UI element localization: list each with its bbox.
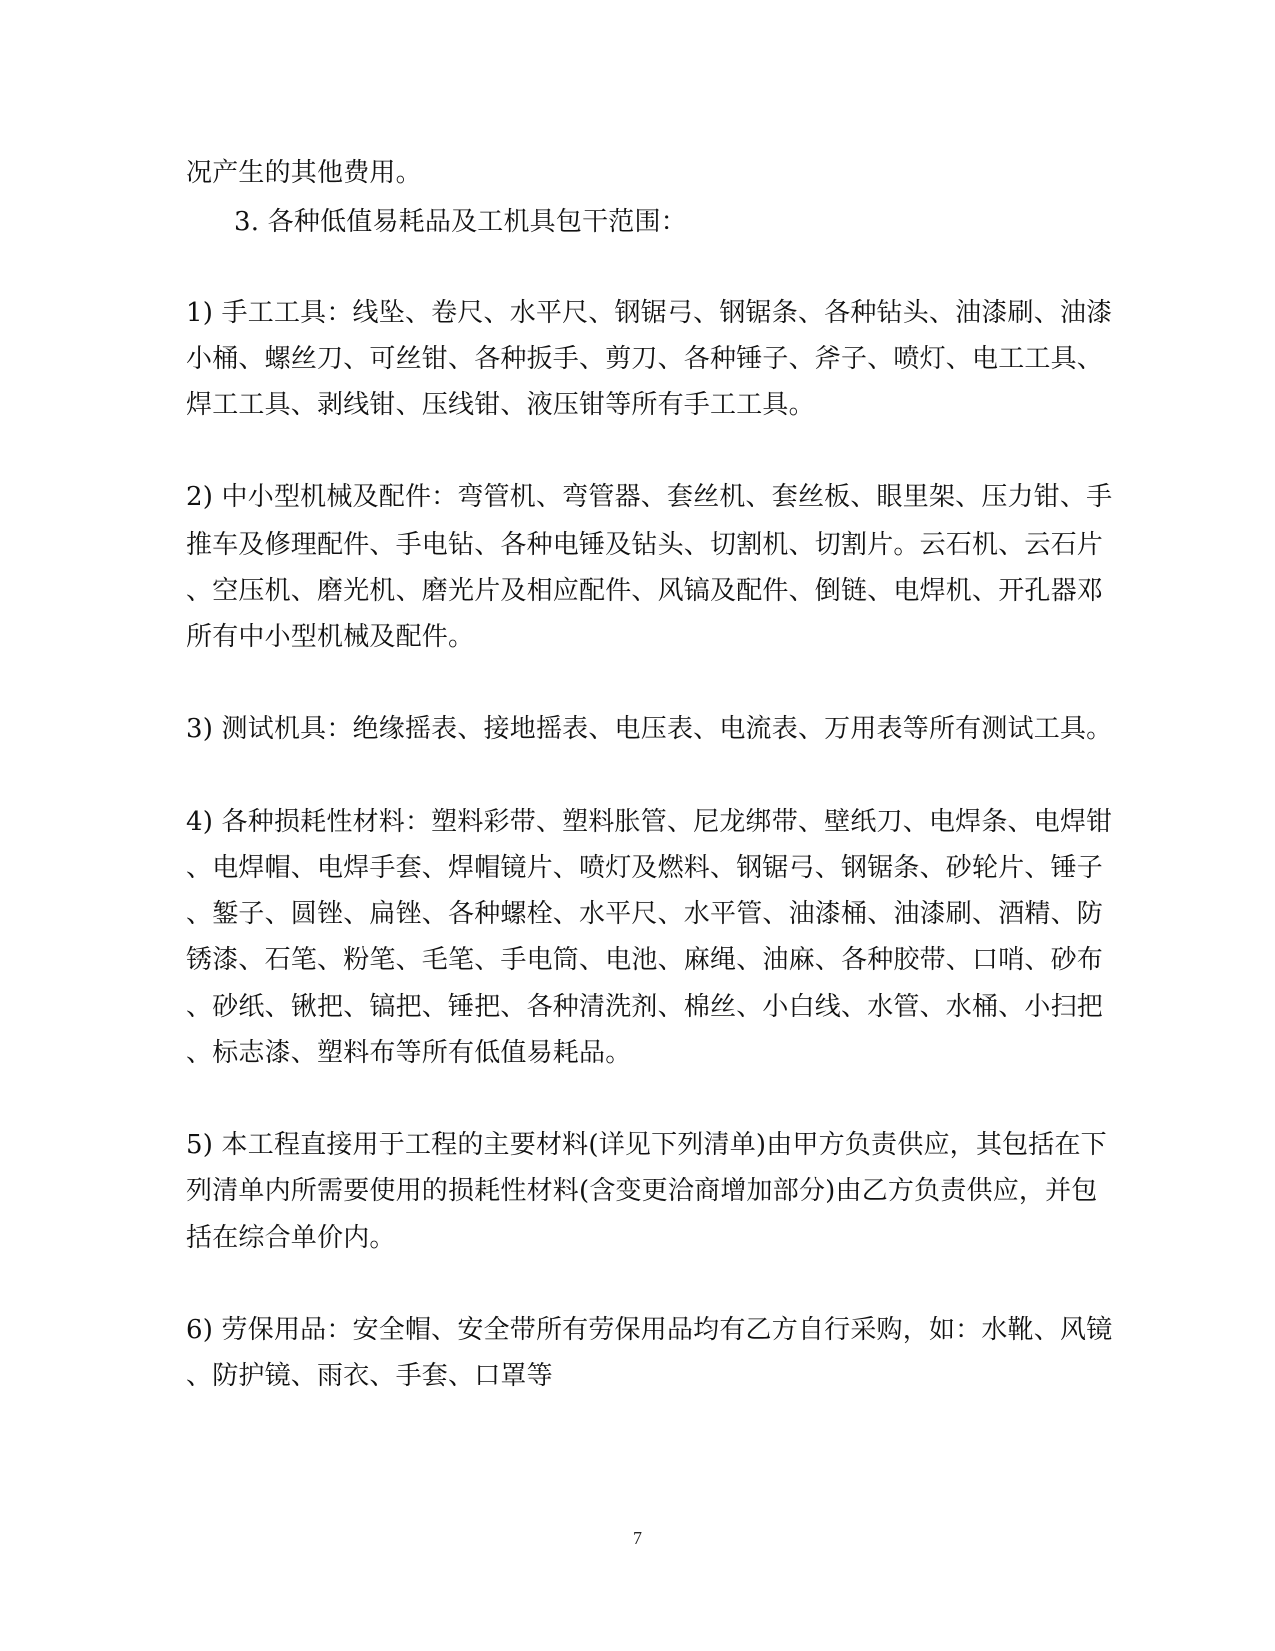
text-line: 括在综合单价内。 [186,1223,396,1253]
text-line: 推车及修理配件、手电钻、各种电锤及钻头、切割机、切割片。云石机、云石片 [186,530,1104,560]
text-line: 4) 各种损耗性材料：塑料彩带、塑料胀管、尼龙绑带、壁纸刀、电焊条、电焊钳 [186,807,1113,837]
text-line: 焊工工具、剥线钳、压线钳、液压钳等所有手工工具。 [186,390,815,420]
text-line: 、空压机、磨光机、磨光片及相应配件、风镐及配件、倒链、电焊机、开孔器邓 [186,576,1104,606]
text-line: 1) 手工工具：线坠、卷尺、水平尺、钢锯弓、钢锯条、各种钻头、油漆刷、油漆 [186,298,1113,328]
text-line: 所有中小型机械及配件。 [186,622,475,652]
text-line: 、砂纸、锹把、镐把、锤把、各种清洗剂、棉丝、小白线、水管、水桶、小扫把 [186,992,1104,1022]
text-line: 5) 本工程直接用于工程的主要材料(详见下列清单)由甲方负责供应，其包括在下 [186,1130,1107,1160]
text-line: 、錾子、圆锉、扁锉、各种螺栓、水平尺、水平管、油漆桶、油漆刷、酒精、防 [186,899,1104,929]
text-line: 3) 测试机具：绝缘摇表、接地摇表、电压表、电流表、万用表等所有测试工具。 [186,714,1113,744]
text-line: 锈漆、石笔、粉笔、毛笔、手电筒、电池、麻绳、油麻、各种胶带、口哨、砂布 [186,945,1104,975]
section-heading: 3. 各种低值易耗品及工机具包干范围： [234,207,687,237]
page-number: 7 [633,1528,642,1548]
text-line: 6) 劳保用品：安全帽、安全带所有劳保用品均有乙方自行采购，如：水靴、风镜 [186,1315,1113,1345]
text-line: 、电焊帽、电焊手套、焊帽镜片、喷灯及燃料、钢锯弓、钢锯条、砂轮片、锤子 [186,853,1104,883]
text-line: 小桶、螺丝刀、可丝钳、各种扳手、剪刀、各种锤子、斧子、喷灯、电工工具、 [186,344,1104,374]
text-line: 列清单内所需要使用的损耗性材料(含变更洽商增加部分)由乙方负责供应，并包 [186,1176,1098,1206]
text-line: 、标志漆、塑料布等所有低值易耗品。 [186,1038,632,1068]
text-line: 、防护镜、雨衣、手套、口罩等 [186,1361,553,1391]
text-line: 况产生的其他费用。 [186,158,422,188]
text-line: 2) 中小型机械及配件：弯管机、弯管器、套丝机、套丝板、眼里架、压力钳、手 [186,482,1113,512]
